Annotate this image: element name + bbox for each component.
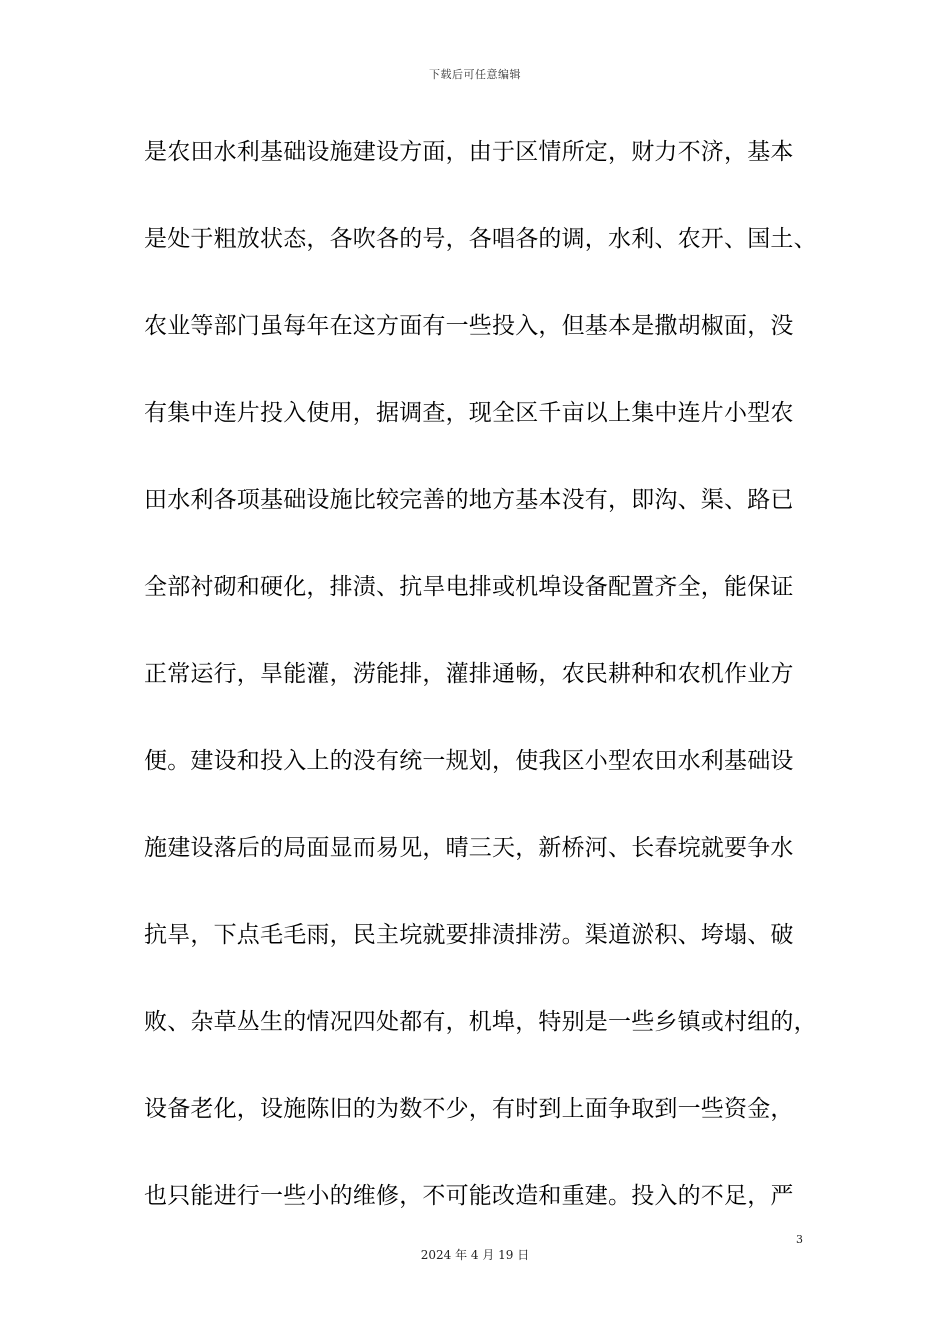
text-line: 便。建设和投入上的没有统一规划，使我区小型农田水利基础设 bbox=[144, 748, 794, 774]
text-line: 田水利各项基础设施比较完善的地方基本没有，即沟、渠、路已 bbox=[144, 487, 794, 513]
footer-date: 2024 年 4 月 19 日 bbox=[420, 1248, 530, 1262]
text-line: 全部衬砌和硬化，排渍、抗旱电排或机埠设备配置齐全，能保证 bbox=[144, 574, 794, 600]
text-line: 是农田水利基础设施建设方面，由于区情所定，财力不济，基本 bbox=[144, 139, 794, 165]
header-note: 下载后可任意编辑 bbox=[429, 68, 521, 81]
text-line: 农业等部门虽每年在这方面有一些投入，但基本是撒胡椒面，没 bbox=[144, 313, 794, 339]
text-line: 有集中连片投入使用，据调查，现全区千亩以上集中连片小型农 bbox=[144, 400, 794, 426]
text-line: 抗旱，下点毛毛雨，民主垸就要排渍排涝。渠道淤积、垮塌、破 bbox=[144, 922, 794, 948]
page-number: 3 bbox=[796, 1233, 803, 1246]
text-line: 正常运行，旱能灌，涝能排，灌排通畅，农民耕种和农机作业方 bbox=[144, 661, 794, 687]
body-text bbox=[144, 133, 844, 1264]
text-line: 也只能进行一些小的维修，不可能改造和重建。投入的不足，严 bbox=[144, 1183, 794, 1209]
text-line: 是处于粗放状态，各吹各的号，各唱各的调，水利、农开、国土、 bbox=[144, 226, 817, 252]
text-line: 败、杂草丛生的情况四处都有，机埠，特别是一些乡镇或村组的， bbox=[144, 1009, 817, 1035]
text-line: 施建设落后的局面显而易见，晴三天，新桥河、长春垸就要争水 bbox=[144, 835, 794, 861]
text-line: 设备老化，设施陈旧的为数不少，有时到上面争取到一些资金， bbox=[144, 1096, 794, 1122]
